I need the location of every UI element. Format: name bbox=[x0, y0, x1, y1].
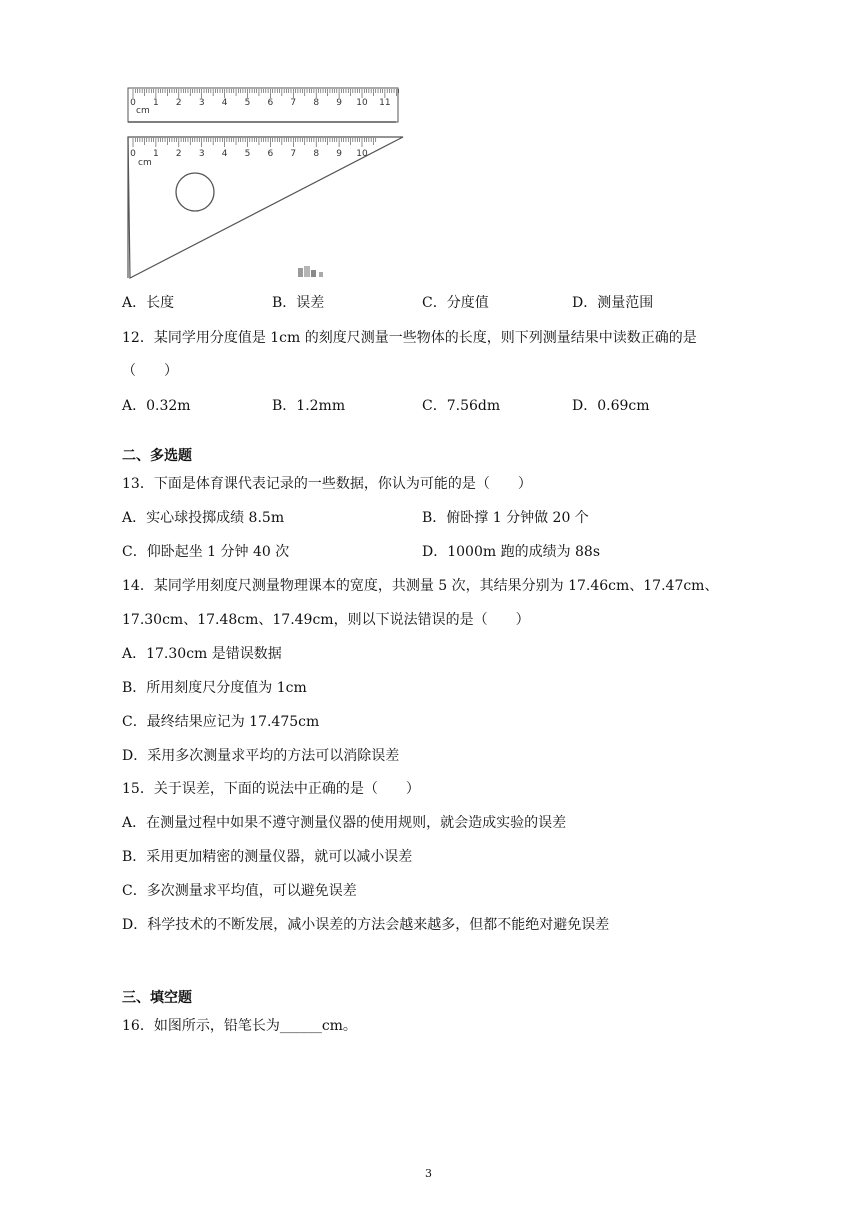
q14-option-c[interactable]: C．最终结果应记为 17.475cm bbox=[122, 714, 320, 730]
ruler-tick-label: 0 bbox=[130, 149, 136, 159]
q12-option-d[interactable]: D．0.69cm bbox=[572, 398, 650, 414]
ruler-tick-label: 1 bbox=[153, 98, 159, 108]
ruler-tick-label: 11 bbox=[379, 98, 391, 108]
ruler-figure bbox=[118, 80, 418, 285]
q11-option-b[interactable]: B．误差 bbox=[272, 295, 325, 311]
page-number: 3 bbox=[425, 1167, 432, 1180]
q11-option-a[interactable]: A．长度 bbox=[122, 295, 175, 311]
section-title-multiple-choice: 二、多选题 bbox=[122, 448, 192, 464]
q15-option-d[interactable]: D．科学技术的不断发展，减小误差的方法会越来越多，但都不能绝对避免误差 bbox=[122, 917, 610, 933]
ruler-tick-label: 9 bbox=[336, 98, 342, 108]
q12-stem-bracket: （ ） bbox=[122, 363, 178, 379]
q12-stem: 12．某同学用分度值是 1cm 的刻度尺测量一些物体的长度，则下列测量结果中读数正确的是 bbox=[122, 330, 697, 346]
q15-option-a[interactable]: A．在测量过程中如果不遵守测量仪器的使用规则，就会造成实验的误差 bbox=[122, 815, 567, 831]
q13-option-c[interactable]: C．仰卧起坐 1 分钟 40 次 bbox=[122, 544, 290, 560]
q14-option-b[interactable]: B．所用刻度尺分度值为 1cm bbox=[122, 680, 307, 696]
q14-option-d[interactable]: D．采用多次测量求平均的方法可以消除误差 bbox=[122, 748, 400, 764]
q13-stem: 13．下面是体育课代表记录的一些数据，你认为可能的是（ ） bbox=[122, 476, 532, 492]
section-title-fill-in-blank: 三、填空题 bbox=[122, 990, 192, 1006]
ruler-tick-label: 2 bbox=[175, 98, 182, 108]
triangle-unit-label: cm bbox=[138, 158, 152, 168]
triangle-ruler bbox=[128, 137, 403, 278]
ruler-unit-label: cm bbox=[136, 106, 150, 116]
ruler-tick-label: 8 bbox=[313, 98, 320, 108]
q12-option-b[interactable]: B．1.2mm bbox=[272, 398, 346, 414]
ruler-tick-label: 6 bbox=[267, 98, 274, 108]
q16-stem: 16．如图所示，铅笔长为______cm。 bbox=[122, 1018, 357, 1034]
ruler-tick-label: 8 bbox=[313, 149, 320, 159]
q14-stem: 14．某同学用刻度尺测量物理课本的宽度，共测量 5 次，其结果分别为 17.46cm、17.47cm、 bbox=[122, 578, 719, 594]
q15-stem: 15．关于误差，下面的说法中正确的是（ ） bbox=[122, 781, 420, 797]
q12-option-c[interactable]: C．7.56dm bbox=[422, 398, 501, 414]
ruler-tick-label: 6 bbox=[267, 149, 274, 159]
q13-option-b[interactable]: B．俯卧撑 1 分钟做 20 个 bbox=[422, 510, 589, 526]
ruler-tick-label: 4 bbox=[221, 98, 228, 108]
ruler-tick-label: 3 bbox=[198, 98, 205, 108]
ruler-tick-label: 10 bbox=[356, 98, 368, 108]
ruler-tick-label: 10 bbox=[356, 149, 368, 159]
q11-option-d[interactable]: D．测量范围 bbox=[572, 295, 654, 311]
ruler-tick-label: 9 bbox=[336, 149, 342, 159]
watermark-smudge bbox=[298, 266, 323, 277]
ruler-tick-label: 1 bbox=[153, 149, 159, 159]
ruler-tick-label: 2 bbox=[175, 149, 182, 159]
straight-ruler bbox=[128, 88, 399, 122]
q13-option-d[interactable]: D．1000m 跑的成绩为 88s bbox=[422, 544, 601, 560]
q15-option-c[interactable]: C．多次测量求平均值，可以避免误差 bbox=[122, 883, 357, 899]
q11-option-c[interactable]: C．分度值 bbox=[422, 295, 489, 311]
ruler-tick-label: 3 bbox=[198, 149, 205, 159]
ruler-tick-label: 7 bbox=[290, 98, 297, 108]
ruler-tick-label: 5 bbox=[244, 149, 251, 159]
q13-option-a[interactable]: A．实心球投掷成绩 8.5m bbox=[122, 510, 285, 526]
ruler-tick-label: 7 bbox=[290, 149, 297, 159]
q14-option-a[interactable]: A．17.30cm 是错误数据 bbox=[122, 646, 282, 662]
ruler-tick-label: 4 bbox=[221, 149, 228, 159]
q15-option-b[interactable]: B．采用更加精密的测量仪器，就可以减小误差 bbox=[122, 849, 413, 865]
q14-stem-continued: 17.30cm、17.48cm、17.49cm，则以下说法错误的是（ ） bbox=[122, 612, 530, 628]
ruler-tick-label: 0 bbox=[130, 98, 136, 108]
q12-option-a[interactable]: A．0.32m bbox=[122, 398, 191, 414]
ruler-tick-label: 5 bbox=[244, 98, 251, 108]
